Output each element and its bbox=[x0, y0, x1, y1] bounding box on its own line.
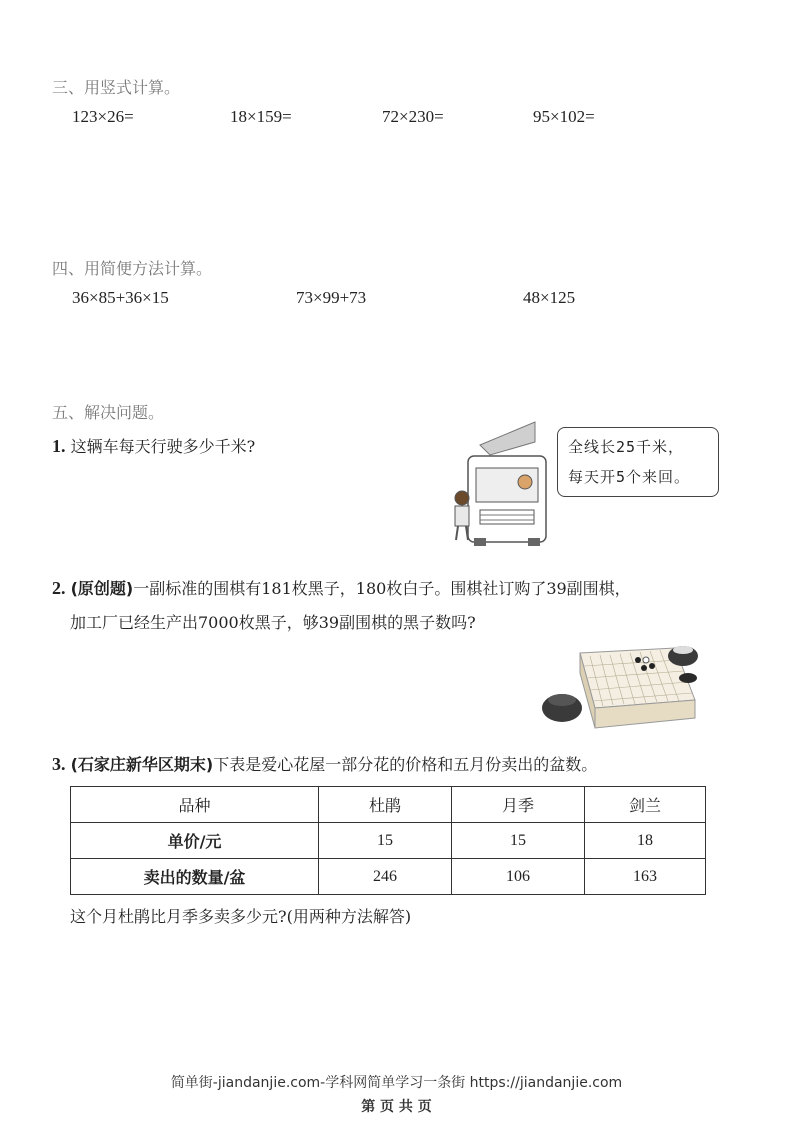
footer-page-line: 第 页 共 页 bbox=[361, 1099, 432, 1115]
table-header-cell: 杜鹃 bbox=[319, 787, 452, 823]
speech-bubble-line-2: 每天开5个来回。 bbox=[568, 468, 691, 486]
table-cell: 15 bbox=[319, 823, 452, 859]
question-3-text: 下表是爱心花屋一部分花的价格和五月份卖出的盆数。 bbox=[213, 755, 598, 774]
table-header-cell: 剑兰 bbox=[585, 787, 706, 823]
flower-price-table bbox=[70, 786, 706, 895]
question-2 bbox=[52, 576, 631, 599]
question-2-number: 2. bbox=[52, 578, 66, 598]
table-cell: 246 bbox=[319, 859, 452, 895]
table-header-row bbox=[71, 787, 706, 823]
go-board-illustration bbox=[540, 638, 710, 738]
table-row bbox=[71, 859, 706, 895]
question-3-subquestion: 这个月杜鹃比月季多卖多少元?(用两种方法解答) bbox=[70, 907, 412, 926]
vertical-calc-1: 123×26= bbox=[72, 107, 134, 126]
question-2-line-1: 一副标准的围棋有181枚黑子，180枚白子。围棋社订购了39副围棋， bbox=[133, 579, 631, 598]
speech-bubble bbox=[557, 427, 719, 497]
table-cell: 163 bbox=[585, 859, 706, 895]
table-row-label: 卖出的数量/盆 bbox=[71, 859, 319, 895]
section-5-title: 五、解决问题。 bbox=[52, 403, 165, 422]
footer-site-line: 简单街-jiandanjie.com-学科网简单学习一条街 https://jiandanjie.com bbox=[170, 1075, 623, 1091]
vertical-calc-4: 95×102= bbox=[533, 107, 595, 126]
question-3-tag: (石家庄新华区期末) bbox=[70, 755, 214, 774]
question-1-number: 1. bbox=[52, 436, 66, 456]
table-header-cell: 月季 bbox=[452, 787, 585, 823]
section-4-title: 四、用简便方法计算。 bbox=[52, 259, 213, 278]
question-1 bbox=[52, 434, 255, 457]
simple-calc-2: 73×99+73 bbox=[296, 288, 367, 307]
question-3 bbox=[52, 752, 597, 775]
question-1-text: 这辆车每天行驶多少千米? bbox=[70, 437, 256, 456]
question-3-number: 3. bbox=[52, 754, 66, 774]
bus-illustration bbox=[440, 420, 560, 550]
question-2-line-2: 加工厂已经生产出7000枚黑子，够39副围棋的黑子数吗? bbox=[70, 613, 476, 632]
speech-bubble-line-1: 全线长25千米， bbox=[568, 438, 685, 456]
table-row bbox=[71, 823, 706, 859]
vertical-calc-2: 18×159= bbox=[230, 107, 292, 126]
table-cell: 15 bbox=[452, 823, 585, 859]
table-header-cell: 品种 bbox=[71, 787, 319, 823]
question-2-tag: (原创题) bbox=[70, 579, 134, 598]
simple-calc-3: 48×125 bbox=[523, 288, 576, 307]
table-cell: 18 bbox=[585, 823, 706, 859]
section-3-title: 三、用竖式计算。 bbox=[52, 78, 181, 97]
table-cell: 106 bbox=[452, 859, 585, 895]
simple-calc-1: 36×85+36×15 bbox=[72, 288, 169, 307]
table-row-label: 单价/元 bbox=[71, 823, 319, 859]
vertical-calc-3: 72×230= bbox=[382, 107, 444, 126]
